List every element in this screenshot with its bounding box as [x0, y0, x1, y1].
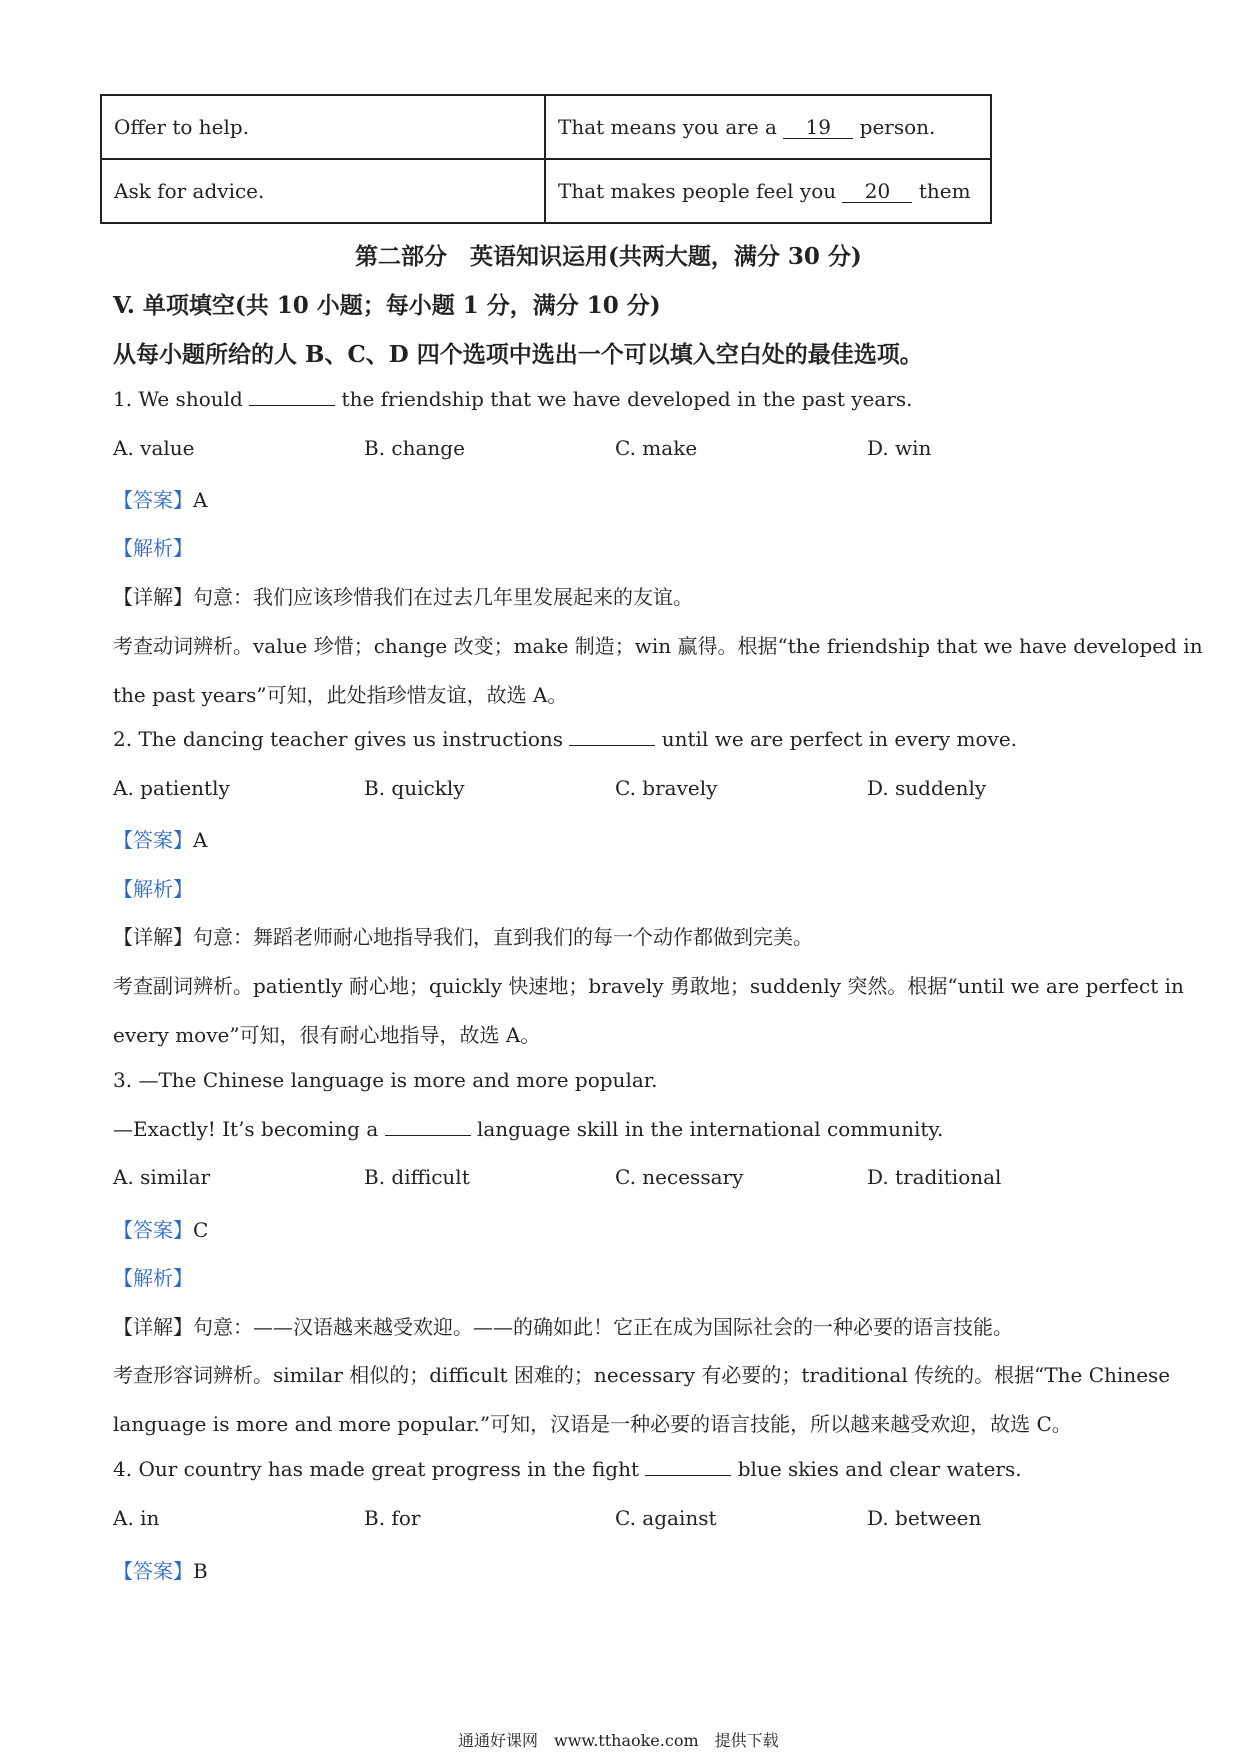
answer-value: A: [193, 828, 208, 852]
page-footer: 通通好课网 www.tthaoke.com 提供下载: [458, 1731, 779, 1750]
blank-20: 20: [842, 180, 912, 203]
detail-line: [113, 921, 813, 950]
answer-blank: [645, 1475, 731, 1476]
exercise-table: [100, 94, 992, 224]
sentence-meaning: 句意：——汉语越来越受欢迎。——的确如此！它正在成为国际社会的一种必要的语言技能。: [193, 1315, 1013, 1339]
option-b: B. quickly: [364, 776, 465, 800]
table-row: [101, 95, 991, 159]
option-c: C. make: [615, 436, 698, 460]
sentence-meaning: 句意：我们应该珍惜我们在过去几年里发展起来的友谊。: [193, 585, 693, 609]
question-text: 2. The dancing teacher gives us instructions: [113, 727, 564, 751]
section-title: 第二部分 英语知识运用(共两大题，满分 30 分): [355, 243, 862, 270]
option-b: B. difficult: [364, 1165, 470, 1189]
analysis-label: 【解析】: [113, 1266, 193, 1290]
detail-line: [113, 1311, 1013, 1340]
detail-label: 【详解】: [113, 925, 193, 949]
option-b: B. for: [364, 1506, 421, 1530]
option-d: D. win: [867, 436, 932, 460]
answer-label: 【答案】: [113, 1218, 193, 1242]
table-cell: [545, 95, 991, 159]
answer-blank: [249, 405, 335, 406]
explanation-line: 考查副词辨析。patiently 耐心地；quickly 快速地；bravely 勇敢地；suddenly 突然。根据“until we are perfect in: [113, 974, 1184, 998]
detail-label: 【详解】: [113, 1315, 193, 1339]
answer-label: 【答案】: [113, 1559, 193, 1583]
table-cell: Offer to help.: [101, 95, 545, 159]
explanation-line: 考查形容词辨析。similar 相似的；difficult 困难的；necessary 有必要的；traditional 传统的。根据“The Chinese: [113, 1363, 1171, 1387]
question-3: 3. —The Chinese language is more and more popular.: [113, 1068, 658, 1092]
cell-text: That makes people feel you: [558, 179, 837, 203]
question-text: the friendship that we have developed in the past years.: [341, 387, 913, 411]
explanation-line: every move”可知，很有耐心地指导，故选 A。: [113, 1023, 541, 1047]
answer-line: [113, 1214, 208, 1243]
question-2: [113, 727, 1017, 751]
question-text: blue skies and clear waters.: [737, 1457, 1022, 1481]
explanation-line: the past years”可知，此处指珍惜友谊，故选 A。: [113, 683, 568, 707]
sentence-meaning: 句意：舞蹈老师耐心地指导我们，直到我们的每一个动作都做到完美。: [193, 925, 813, 949]
option-c: C. necessary: [615, 1165, 744, 1189]
answer-label: 【答案】: [113, 828, 193, 852]
option-d: D. traditional: [867, 1165, 1002, 1189]
instruction: 从每小题所给的人 B、C、D 四个选项中选出一个可以填入空白处的最佳选项。: [113, 341, 923, 368]
option-a: A. patiently: [113, 776, 230, 800]
cell-text: That means you are a: [558, 115, 777, 139]
answer-line: [113, 824, 207, 853]
analysis-label: 【解析】: [113, 877, 193, 901]
blank-19: 19: [783, 116, 853, 139]
option-d: D. suddenly: [867, 776, 987, 800]
cell-text: person.: [859, 115, 936, 139]
question-text: 1. We should: [113, 387, 243, 411]
answer-blank: [385, 1135, 471, 1136]
explanation-line: language is more and more popular.”可知，汉语是一种必要的语言技能，所以越来越受欢迎，故选 C。: [113, 1412, 1072, 1436]
answer-value: A: [193, 488, 208, 512]
question-text: —Exactly! It’s becoming a: [113, 1117, 379, 1141]
answer-line: [113, 484, 207, 513]
table-cell: [545, 159, 991, 223]
part-title: V. 单项填空(共 10 小题；每小题 1 分，满分 10 分): [113, 292, 661, 319]
option-c: C. against: [615, 1506, 717, 1530]
question-text: 4. Our country has made great progress in the fight: [113, 1457, 640, 1481]
question-text: language skill in the international community.: [476, 1117, 944, 1141]
option-a: A. in: [113, 1506, 160, 1530]
option-c: C. bravely: [615, 776, 718, 800]
question-4: [113, 1457, 1022, 1481]
question-3-reply: [113, 1117, 943, 1141]
answer-label: 【答案】: [113, 488, 193, 512]
option-b: B. change: [364, 436, 465, 460]
analysis-label: 【解析】: [113, 536, 193, 560]
option-a: A. similar: [113, 1165, 211, 1189]
answer-line: [113, 1555, 208, 1584]
question-text: until we are perfect in every move.: [661, 727, 1018, 751]
table-row: [101, 159, 991, 223]
option-a: A. value: [113, 436, 195, 460]
option-d: D. between: [867, 1506, 982, 1530]
answer-blank: [569, 745, 655, 746]
answer-value: C: [193, 1218, 209, 1242]
explanation-line: 考查动词辨析。value 珍惜；change 改变；make 制造；win 赢得。根据“the friendship that we have developed in: [113, 634, 1203, 658]
table-cell: Ask for advice.: [101, 159, 545, 223]
detail-label: 【详解】: [113, 585, 193, 609]
detail-line: [113, 581, 693, 610]
question-1: [113, 387, 912, 411]
cell-text: them: [918, 179, 971, 203]
answer-value: B: [193, 1559, 208, 1583]
